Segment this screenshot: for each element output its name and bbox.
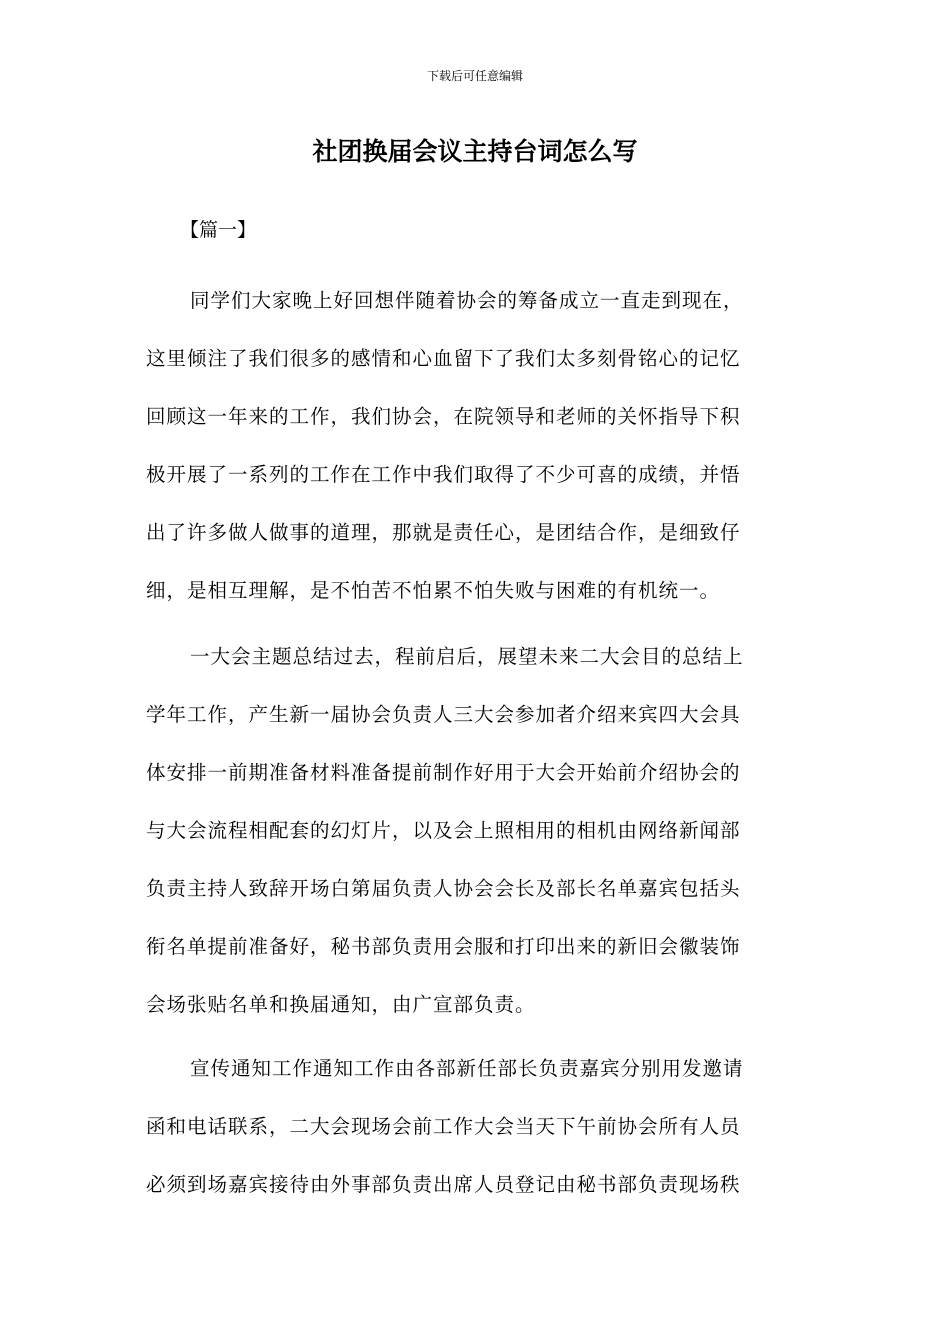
paragraph-line: 体安排一前期准备材料准备提前制作好用于大会开始前介绍协会的 bbox=[146, 761, 741, 784]
paragraph-line: 这里倾注了我们很多的感情和心血留下了我们太多刻骨铭心的记忆 bbox=[146, 347, 741, 370]
paragraph-line: 细，是相互理解，是不怕苦不怕累不怕失败与困难的有机统一。 bbox=[146, 579, 721, 602]
paragraph-line: 同学们大家晚上好回想伴随着协会的筹备成立一直走到现在， bbox=[190, 289, 744, 312]
section-label: 【篇一】 bbox=[180, 219, 257, 241]
paragraph-line: 宣传通知工作通知工作由各部新任部长负责嘉宾分别用发邀请 bbox=[190, 1057, 744, 1080]
paragraph-line: 一大会主题总结过去，程前启后，展望未来二大会目的总结上 bbox=[190, 645, 744, 668]
paragraph-line: 出了许多做人做事的道理，那就是责任心，是团结合作，是细致仔 bbox=[146, 521, 741, 544]
paragraph-line: 负责主持人致辞开场白第届负责人协会会长及部长名单嘉宾包括头 bbox=[146, 877, 741, 900]
paragraph-line: 与大会流程相配套的幻灯片，以及会上照相用的相机由网络新闻部 bbox=[146, 819, 741, 842]
paragraph-line: 回顾这一年来的工作，我们协会，在院领导和老师的关怀指导下积 bbox=[146, 405, 741, 428]
paragraph-line: 函和电话联系，二大会现场会前工作大会当天下午前协会所有人员 bbox=[146, 1115, 741, 1138]
paragraph-1 bbox=[146, 272, 806, 620]
paragraph-line: 极开展了一系列的工作在工作中我们取得了不少可喜的成绩，并悟 bbox=[146, 463, 741, 486]
header-note: 下载后可任意编辑 bbox=[426, 69, 523, 83]
paragraph-line: 学年工作，产生新一届协会负责人三大会参加者介绍来宾四大会具 bbox=[146, 703, 741, 726]
paragraph-line: 必须到场嘉宾接待由外事部负责出席人员登记由秘书部负责现场秩 bbox=[146, 1173, 741, 1196]
document-title: 社团换届会议主持台词怎么写 bbox=[312, 137, 638, 166]
paragraph-3 bbox=[146, 1040, 806, 1214]
paragraph-2 bbox=[146, 628, 806, 1034]
paragraph-line: 会场张贴名单和换届通知，由广宣部负责。 bbox=[146, 993, 536, 1016]
paragraph-line: 衔名单提前准备好，秘书部负责用会服和打印出来的新旧会徽装饰 bbox=[146, 935, 741, 958]
